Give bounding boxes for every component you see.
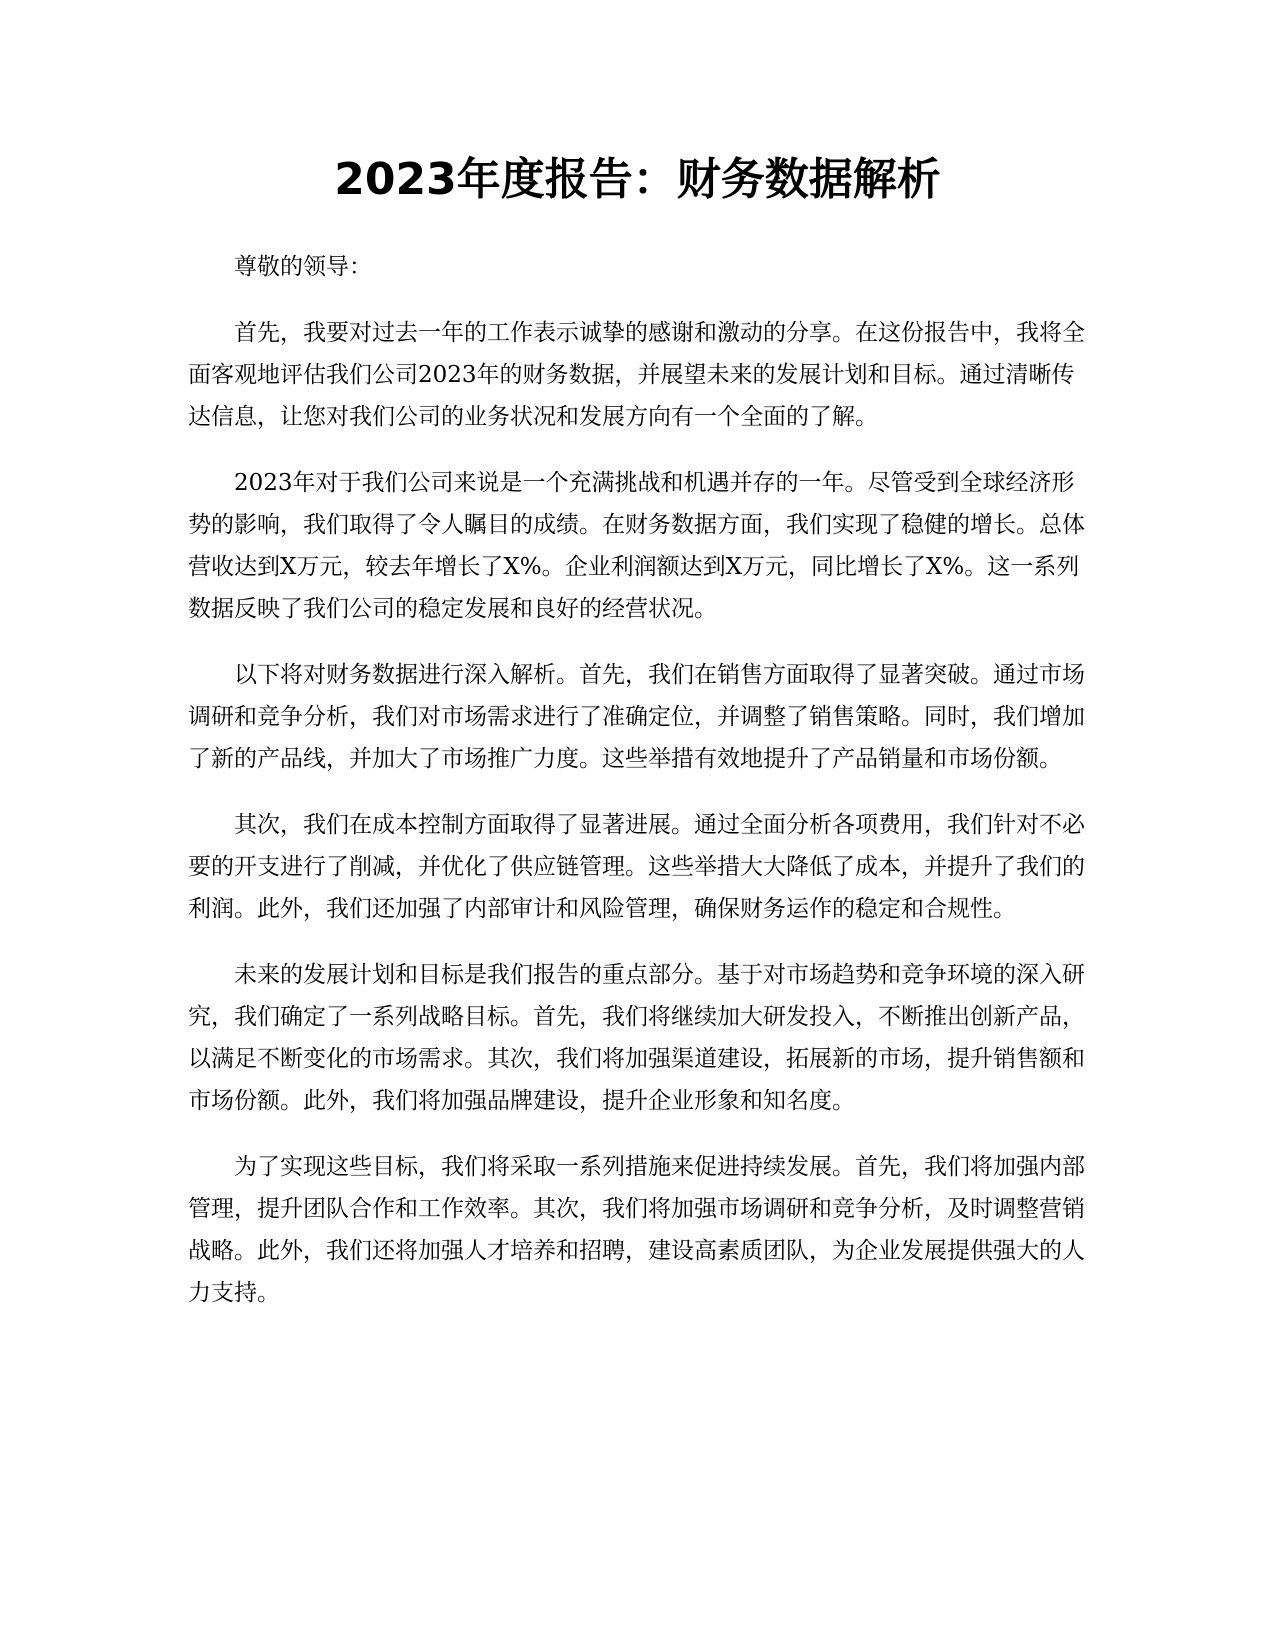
document-body [188,246,1088,1338]
paragraph-2023-overview: 2023年对于我们公司来说是一个充满挑战和机遇并存的一年。尽管受到全球经济形势的影响，我们取得了令人瞩目的成绩。在财务数据方面，我们实现了稳健的增长。总体营收达到X万元，较去年增长了X%。企业利润额达到X万元，同比增长了X%。这一系列数据反映了我们公司的稳定发展和良好的经营状况。 [188,470,1085,622]
document-title: 2023年度报告：财务数据解析 [334,154,941,205]
paragraph-measures: 为了实现这些目标，我们将采取一系列措施来促进持续发展。首先，我们将加强内部管理，提升团队合作和工作效率。其次，我们将加强市场调研和竞争分析，及时调整营销战略。此外，我们还将加强人才培养和招聘，建设高素质团队，为企业发展提供强大的人力支持。 [188,1154,1085,1306]
paragraph-future-plans: 未来的发展计划和目标是我们报告的重点部分。基于对市场趋势和竞争环境的深入研究，我们确定了一系列战略目标。首先，我们将继续加大研发投入，不断推出创新产品，以满足不断变化的市场需求。其次，我们将加强渠道建设，拓展新的市场，提升销售额和市场份额。此外，我们将加强品牌建设，提升企业形象和知名度。 [188,962,1085,1114]
salutation: 尊敬的领导： [234,254,372,280]
paragraph-cost-control: 其次，我们在成本控制方面取得了显著进展。通过全面分析各项费用，我们针对不必要的开支进行了削减，并优化了供应链管理。这些举措大大降低了成本，并提升了我们的利润。此外，我们还加强了内部审计和风险管理，确保财务运作的稳定和合规性。 [188,812,1085,922]
paragraph-intro: 首先，我要对过去一年的工作表示诚挚的感谢和激动的分享。在这份报告中，我将全面客观地评估我们公司2023年的财务数据，并展望未来的发展计划和目标。通过清晰传达信息，让您对我们公司的业务状况和发展方向有一个全面的了解。 [188,320,1085,430]
paragraph-sales-analysis: 以下将对财务数据进行深入解析。首先，我们在销售方面取得了显著突破。通过市场调研和竞争分析，我们对市场需求进行了准确定位，并调整了销售策略。同时，我们增加了新的产品线，并加大了市场推广力度。这些举措有效地提升了产品销量和市场份额。 [188,662,1085,772]
